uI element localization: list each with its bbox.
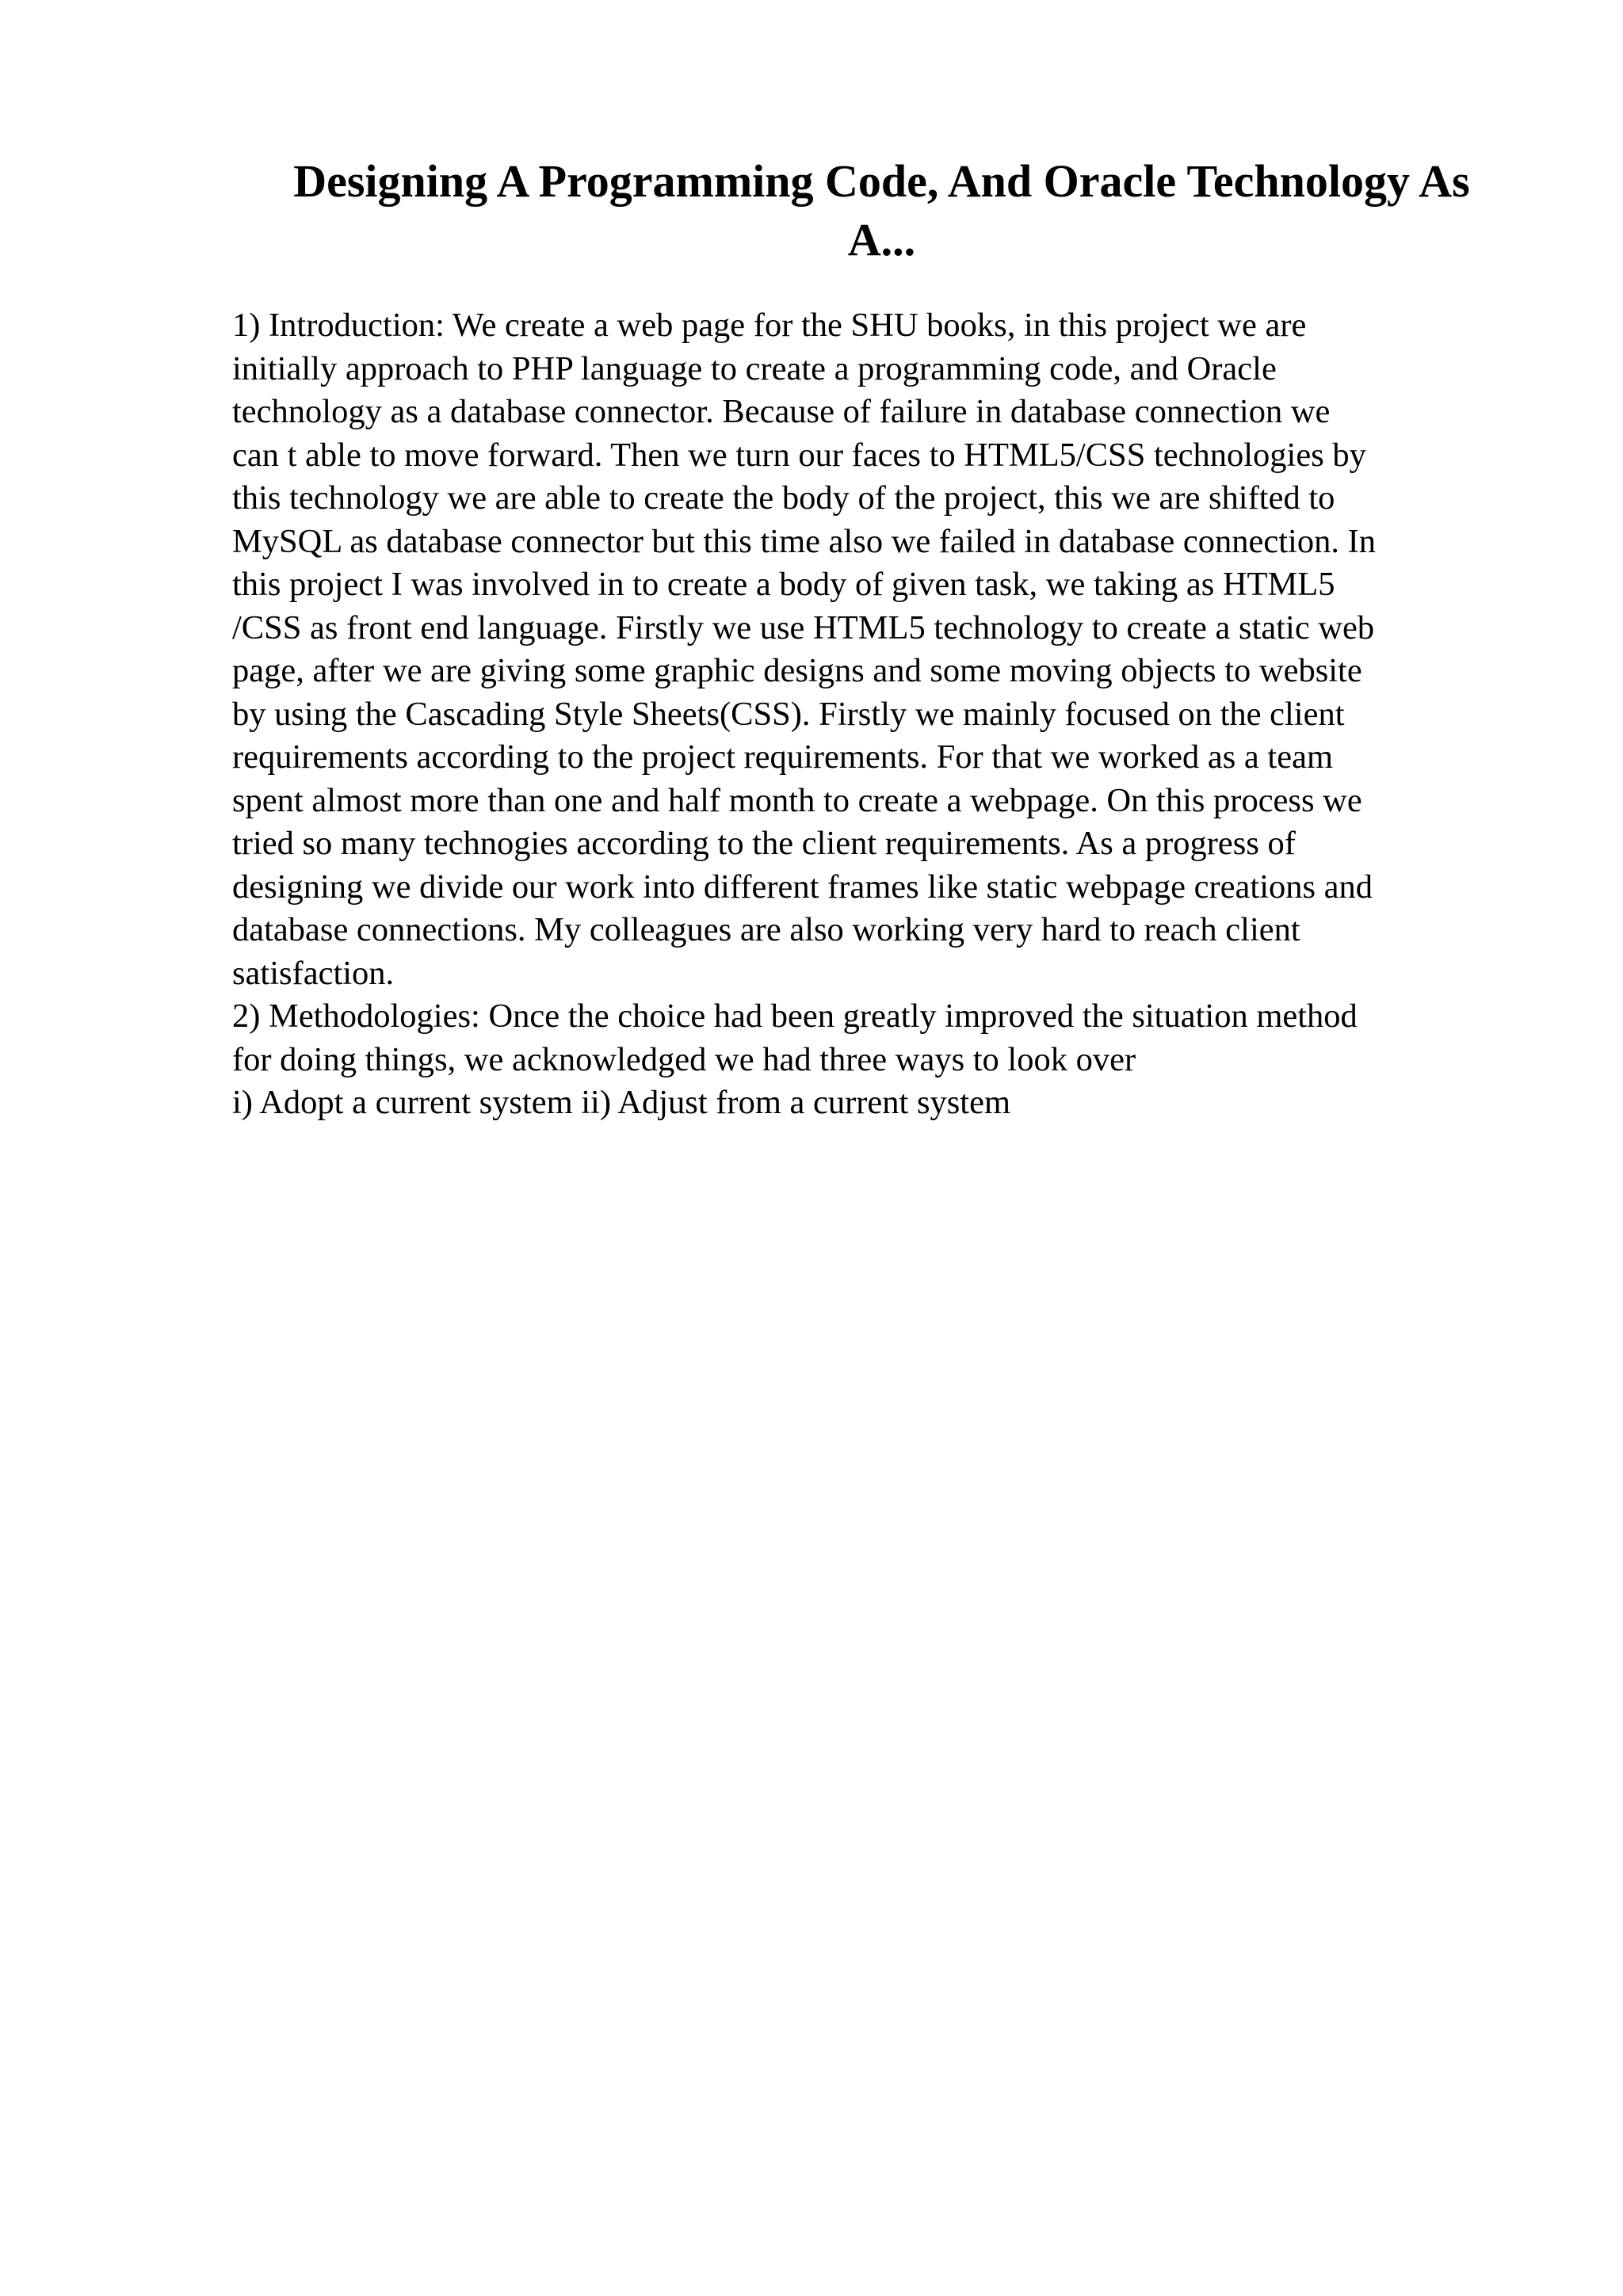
body-line: for doing things, we acknowledged we had three ways to look over bbox=[232, 1040, 1136, 1078]
body-line: by using the Cascading Style Sheets(CSS). Firstly we mainly focused on the client bbox=[232, 695, 1345, 733]
body-line: i) Adopt a current system ii) Adjust from a current system bbox=[232, 1084, 1011, 1121]
document-title bbox=[234, 152, 1529, 269]
body-line: designing we divide our work into different frames like static webpage creations and bbox=[232, 868, 1373, 906]
body-line: spent almost more than one and half month to create a webpage. On this process we bbox=[232, 781, 1362, 819]
document-body bbox=[232, 304, 1548, 1125]
title-line: Designing A Programming Code, And Oracle Technology As bbox=[293, 155, 1470, 207]
body-line: tried so many technogies according to the client requirements. As a progress of bbox=[232, 825, 1296, 862]
body-line: requirements according to the project requirements. For that we worked as a team bbox=[232, 738, 1334, 776]
body-line: this technology we are able to create the body of the project, this we are shifted to bbox=[232, 479, 1335, 517]
body-line: 2) Methodologies: Once the choice had been greatly improved the situation method bbox=[232, 997, 1358, 1035]
body-line: technology as a database connector. Because of failure in database connection we bbox=[232, 393, 1331, 430]
title-line: A... bbox=[847, 214, 916, 265]
body-line: can t able to move forward. Then we turn our faces to HTML5/CSS technologies by bbox=[232, 436, 1366, 474]
body-line: initially approach to PHP language to create a programming code, and Oracle bbox=[232, 349, 1277, 387]
body-line: /CSS as front end language. Firstly we use HTML5 technology to create a static web bbox=[232, 608, 1375, 646]
body-line: MySQL as database connector but this time also we failed in database connection. In bbox=[232, 522, 1376, 560]
body-line: page, after we are giving some graphic designs and some moving objects to website bbox=[232, 652, 1362, 689]
body-line: this project I was involved in to create a body of given task, we taking as HTML5 bbox=[232, 566, 1335, 603]
body-line: 1) Introduction: We create a web page for the SHU books, in this project we are bbox=[232, 307, 1307, 344]
body-line: satisfaction. bbox=[232, 954, 395, 992]
body-line: database connections. My colleagues are also working very hard to reach client bbox=[232, 911, 1300, 948]
